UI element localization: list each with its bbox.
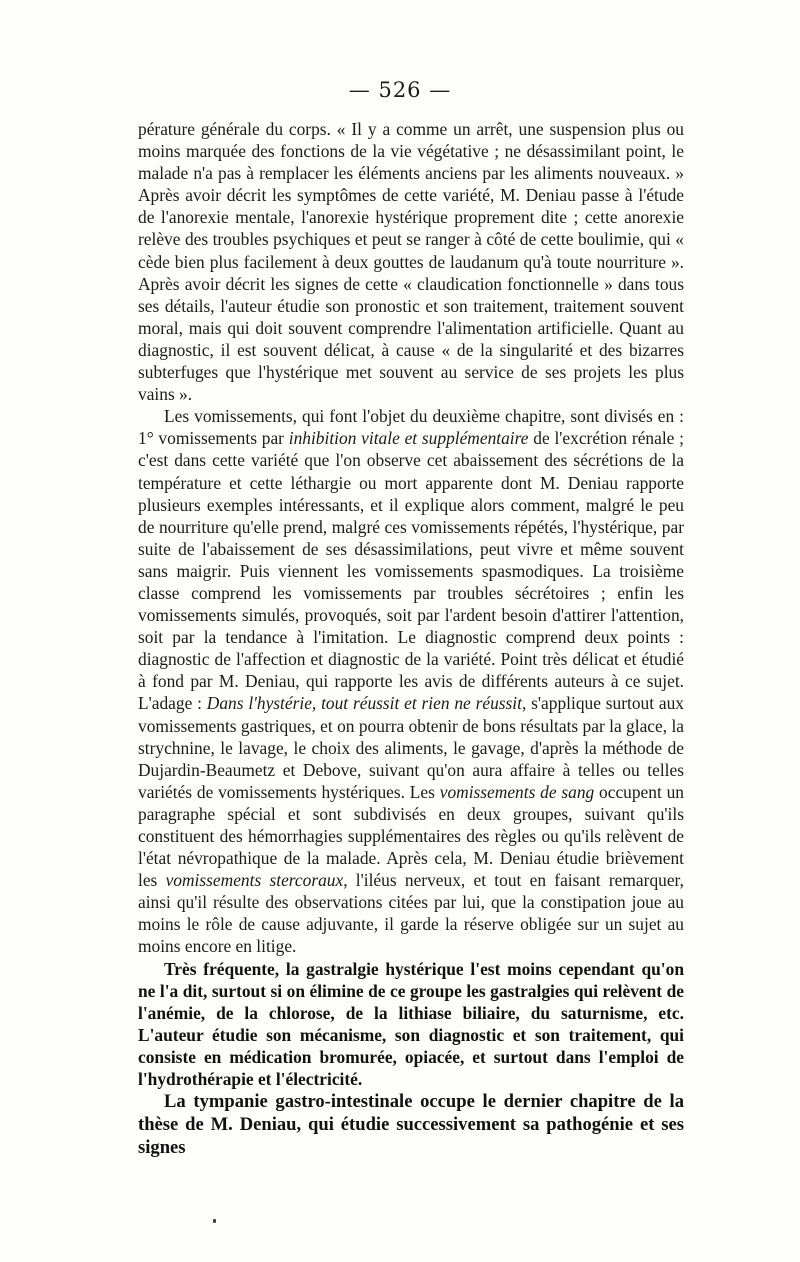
paragraph-vomissements [138, 405, 684, 957]
text-segment: Les vomissements, qui font l'objet du deuxième chapitre, sont divisés en : 1° vomissements par [138, 406, 684, 449]
text-segment: La tympanie gastro-intestinale occupe le dernier chapitre de la thèse de M. Deniau, qui étudie successivement sa pathogénie et ses signes [138, 1091, 684, 1159]
text-segment: , s'applique surtout aux vomissements gastriques, et on pourra obtenir de bons résultats par la glace, la strychnine, le lavage, le choix des aliments, le gavage, d'après la méthode de Dujardin-Beaumetz et Debove, suivant qu'on aura affaire à telles ou telles variétés de vomissements hystériques. Les [138, 693, 684, 802]
body-text [138, 118, 684, 1159]
italic-term: vomissements stercoraux [165, 870, 344, 891]
ink-speck [213, 1219, 216, 1223]
text-segment: de l'excrétion rénale ; c'est dans cette variété que l'on observe cet abaissement des sécrétions de la température et cette léthargie ou mort apparente dont M. Deniau rapporte plusieurs exemples intéressants, et il explique alors comment, malgré le peu de nourriture qu'elle prend, malgré ces vomissements répétés, l'hystérique, par suite de l'abaissement de ses désassimilations, peut vivre et même souvent sans maigrir. Puis viennent les vomissements spasmodiques. La troisième classe comprend les vomissements par troubles sécrétoires ; enfin les vomissements simulés, provoqués, soit par l'ardent besoin d'attirer l'attention, soit par la tendance à l'imitation. Le diagnostic comprend deux points : diagnostic de l'affection et diagnostic de la variété. Point très délicat et étudié à fond par M. Deniau, qui rapporte les avis de différents auteurs à ce sujet. L'adage : [138, 428, 684, 714]
text-segment: Très fréquente, la gastralgie hystérique l'est moins cependant qu'on ne l'a dit, surtout si on élimine de ce groupe les gastralgies qui relèvent de l'anémie, de la chlorose, de la lithiase biliaire, du saturnisme, etc. L'auteur étudie son mécanisme, son diagnostic et son traitement, qui consiste en médication bromurée, opiacée, et surtout dans l'emploi de l'hydrothérapie et l'électricité. [138, 958, 684, 1090]
text-segment: occupent un paragraphe spécial et sont subdivisés en deux groupes, suivant qu'ils constituent des hémorrhagies supplémentaires des règles ou qu'ils relèvent de l'état névropathique de la malade. Après cela, M. Deniau étudie brièvement les [138, 781, 684, 891]
paragraph-gastralgie [138, 958, 684, 1091]
text-segment: , l'iléus nerveux, et tout en faisant remarquer, ainsi qu'il résulte des observations citées par lui, que la constipation joue au moins le rôle de cause adjuvante, il garde la réserve obligée sur un sujet au moins encore en litige. [138, 870, 684, 957]
page-number: — 526 — [348, 78, 452, 102]
paragraph-anorexie [138, 118, 684, 405]
italic-term: inhibition vitale et supplémentaire [288, 428, 529, 449]
text-segment: pérature générale du corps. « Il y a comme un arrêt, une suspension plus ou moins marquée des fonctions de la vie végétative ; ne désassimilant point, le malade n'a pas à remplacer les éléments anciens par les aliments nouveaux. » Après avoir décrit les symptômes de cette variété, M. Deniau passe à l'étude de l'anorexie mentale, l'anorexie hystérique proprement dite ; cette anorexie relève des troubles psychiques et peut se ranger à côté de cette boulimie, qui « cède bien plus facilement à deux gouttes de laudanum qu'à toute nourriture ». Après avoir décrit les signes de cette « claudication fonctionnelle » dans tous ses détails, l'auteur étudie son pronostic et son traitement, traitement souvent moral, mais qui doit souvent comprendre l'alimentation artificielle. Quant au diagnostic, il est souvent délicat, à cause « de la singularité et des bizarres subterfuges que l'hystérique met souvent au service de ses projets les plus vains ». [138, 119, 684, 405]
paragraph-tympanie [138, 1090, 684, 1159]
italic-term: vomissements de sang [439, 781, 595, 802]
italic-adage: Dans l'hystérie, tout réussit et rien ne réussit [206, 693, 522, 714]
